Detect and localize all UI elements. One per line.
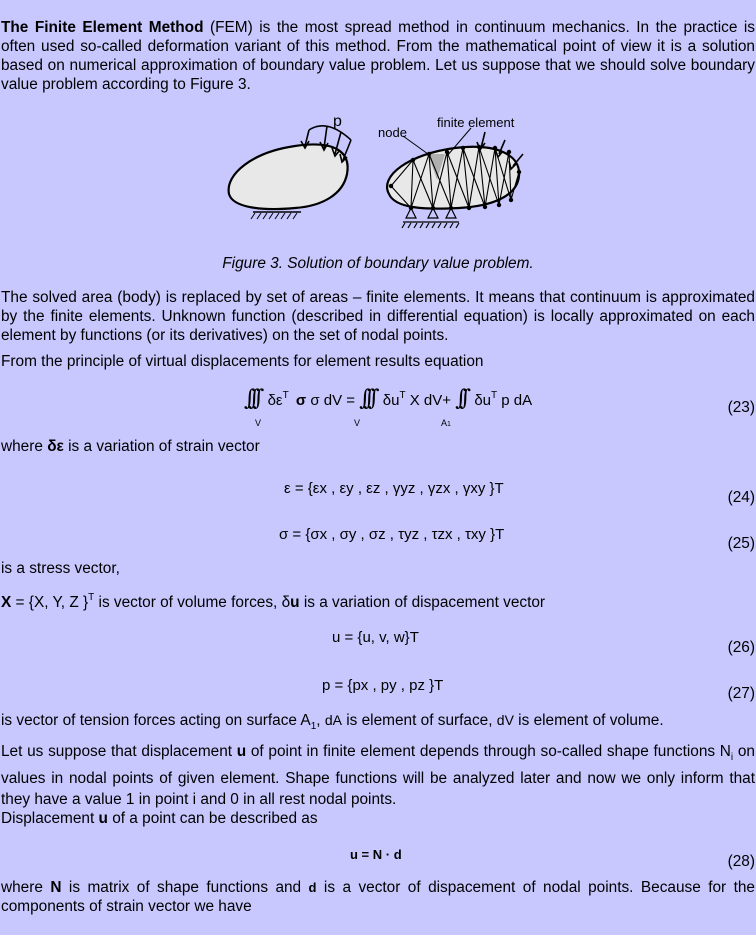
volume-post2: is a variation of dispacement vector xyxy=(299,594,546,611)
disp-b: of a point can be described as xyxy=(107,810,318,827)
wn-b: is matrix of shape functions and xyxy=(61,879,309,896)
equation-27: p = {px , py , pz }T xyxy=(322,677,444,694)
wn-d: d xyxy=(308,880,317,895)
where-de-sym: δε xyxy=(47,438,64,455)
disp-u: u xyxy=(98,810,108,827)
where-de-pre: where xyxy=(1,438,48,455)
eq23-t3: T xyxy=(491,390,498,401)
limit-a1 xyxy=(441,414,451,434)
boundary-value-figure xyxy=(223,110,533,236)
principle-line: From the principle of virtual displacements for element results equation xyxy=(1,353,484,370)
intro-paragraph xyxy=(1,18,755,94)
equation-23 xyxy=(244,386,532,410)
tension-e: is element of surface, xyxy=(341,712,497,729)
triple-integral-1: ∫∫∫ xyxy=(244,386,258,411)
equation-26: u = {u, v, w}T xyxy=(332,629,419,646)
tension-sub: 1 xyxy=(310,721,317,732)
suppose-n: N xyxy=(719,743,731,760)
tension-c: , xyxy=(316,712,325,729)
left-body-shape xyxy=(229,144,348,209)
left-support-hatch xyxy=(251,213,297,219)
x-set: = {X, Y, Z } xyxy=(11,594,89,611)
suppose-sub: i xyxy=(730,752,734,763)
wn-c: is a vector of dispacement of nodal points. Because for the components of strain vector we have xyxy=(1,879,755,915)
eq23-t2: T xyxy=(399,390,406,401)
tension-forces-line xyxy=(1,711,664,736)
tension-a: is vector of tension forces acting on surface xyxy=(1,712,301,729)
equation-24: ε = {εx , εy , εz , γyz , γzx , γxy }T xyxy=(284,480,504,497)
suppose-b: of point in finite element depends through so-called shape functions xyxy=(246,743,720,760)
fem-term: The Finite Element Method xyxy=(1,19,204,36)
eq23-xdv: X dV+ xyxy=(409,392,452,409)
eq23-t1: T xyxy=(282,390,289,401)
shape-functions-paragraph xyxy=(1,741,755,810)
suppose-a: Let us suppose that displacement xyxy=(1,743,237,760)
limit-a-sub: 1 xyxy=(447,421,451,428)
eq24-number: (24) xyxy=(727,489,755,506)
right-supports xyxy=(402,208,459,228)
solved-area-paragraph: The solved area (body) is replaced by set of areas – finite elements. It means that continuum is approximated by the finite elements. Unknown function (described in differential equation) is locally approximated on each element by functions (or its derivatives) on the set of nodal points. xyxy=(1,289,755,344)
eq23-lhs: δε xyxy=(267,392,283,409)
eq23-dv: σ dV = xyxy=(310,392,356,409)
x-symbol: X xyxy=(1,594,12,611)
equation-25: σ = {σx , σy , σz , τyz , τzx , τxy }T xyxy=(279,526,505,543)
eq28-number: (28) xyxy=(727,853,755,870)
eq26-number: (26) xyxy=(727,639,755,656)
wn-n: N xyxy=(50,879,62,896)
displacement-line xyxy=(1,809,318,828)
equation-28: u = N · d xyxy=(350,847,402,862)
tension-b: A xyxy=(300,712,311,729)
limit-v2: V xyxy=(354,418,361,428)
eq23-number: (23) xyxy=(727,399,755,416)
triple-integral-2: ∫∫∫ xyxy=(359,386,373,411)
double-integral: ∫∫ xyxy=(455,386,465,411)
eq27-number: (27) xyxy=(727,685,755,702)
label-node: node xyxy=(378,125,407,140)
wn-a: where xyxy=(1,879,51,896)
tension-da: dA xyxy=(324,712,342,728)
eq25-number: (25) xyxy=(727,535,755,552)
label-p: p xyxy=(333,113,342,130)
intro-text: (FEM) is the most spread method in continuum mechanics. In the practice is often used so-called deformation variant of this method. From the mathematical point of view it is a solution based on numerical approximation of boundary value problem. Let us suppose that we should solve boundary value problem according to Figure 3. xyxy=(1,19,755,93)
limit-v1: V xyxy=(255,418,262,428)
volume-forces-line xyxy=(1,588,545,612)
figure-caption: Figure 3. Solution of boundary value problem. xyxy=(222,255,534,272)
volume-post: is vector of volume forces, δ xyxy=(94,594,291,611)
u-symbol: u xyxy=(290,594,300,611)
tension-dv: dV xyxy=(496,712,514,728)
suppose-c: on values in nodal points of given element. Shape functions will be analyzed later and now we only inform that they have a value 1 in point i and 0 in all rest nodal points. xyxy=(1,743,755,808)
disp-a: Displacement xyxy=(1,810,99,827)
suppose-u: u xyxy=(236,743,247,760)
x-t: T xyxy=(88,592,95,603)
label-finite-element: finite element xyxy=(437,115,515,130)
shape-matrix-paragraph xyxy=(1,878,755,916)
where-de-post: is a variation of strain vector xyxy=(63,438,260,455)
eq23-pda: p dA xyxy=(501,392,533,409)
where-de-line xyxy=(1,437,260,456)
eq23-du: δu xyxy=(382,392,400,409)
tension-g: is element of volume. xyxy=(513,712,664,729)
stress-vector-line: is a stress vector, xyxy=(1,560,120,577)
limit-a-letter: A xyxy=(441,418,448,428)
eq23-du2: δu xyxy=(474,392,492,409)
eq23-sigma: σ xyxy=(295,392,307,409)
